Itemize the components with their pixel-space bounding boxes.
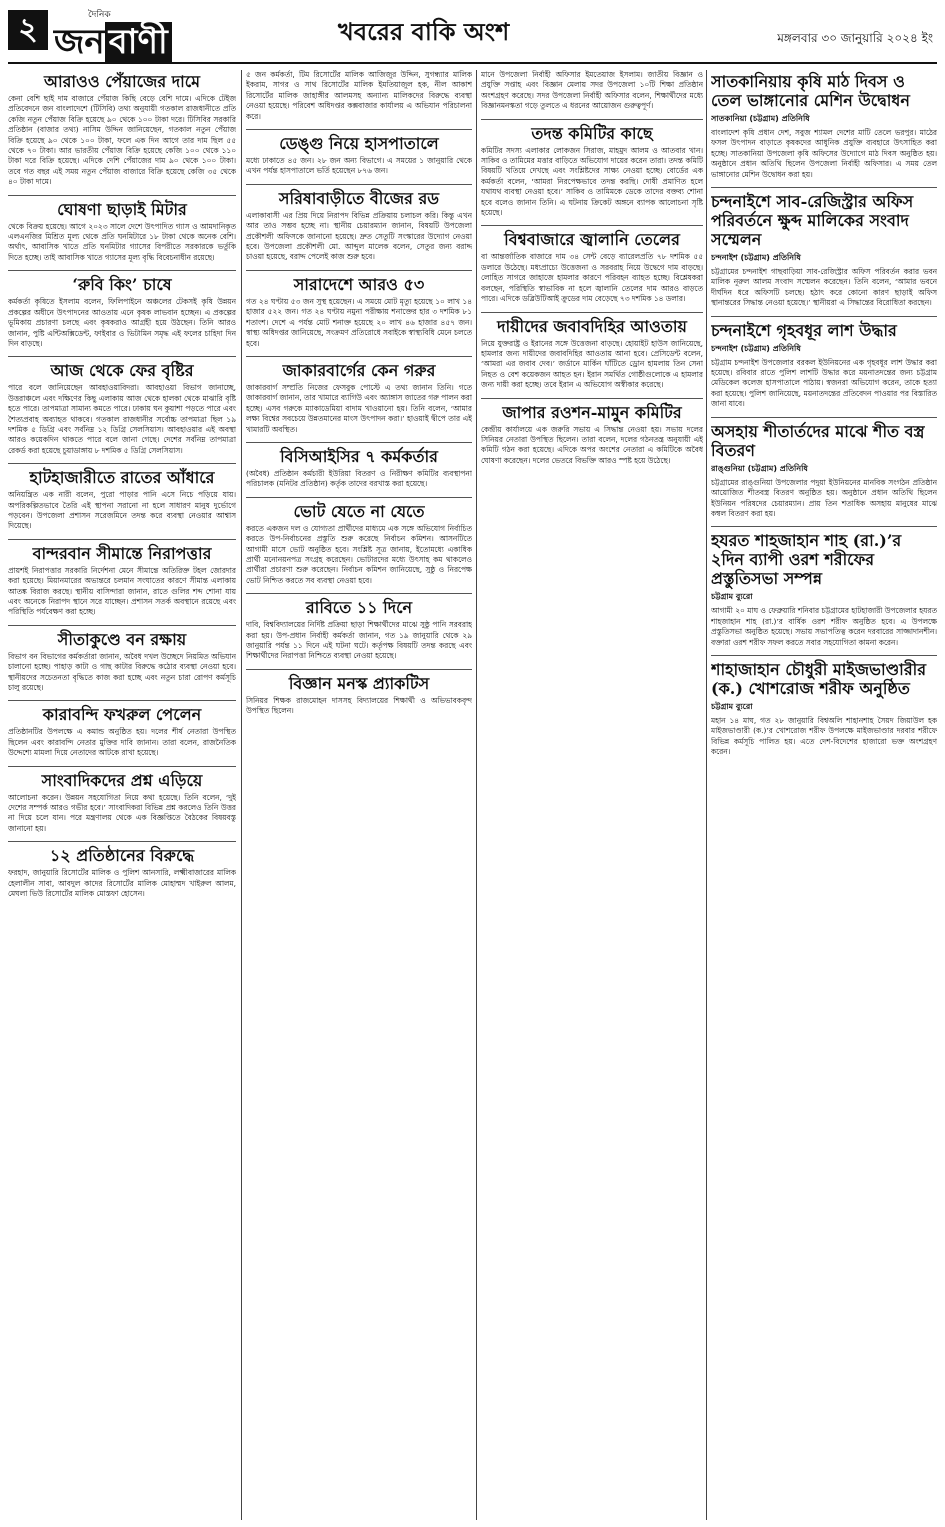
news-story <box>246 497 472 586</box>
story-headline: হাটহাজারীতে রাতের আঁধারে <box>8 463 236 487</box>
story-headline: জাপার রওশন-মামুন কমিটির <box>481 398 703 422</box>
story-headline: সীতাকুণ্ডে বন রক্ষায় <box>8 625 236 649</box>
story-headline: আরাওও পেঁয়াজের দামে <box>43 72 201 91</box>
story-body: জাকারবার্গ সম্প্রতি নিজের ফেসবুক পোস্টে এ তথ্য জানান তিনি। গতে জাকারবার্গ জানান, তার খামারে ব্যাগিউ এবং অ্যাঙ্গাস জাতের গরু পালন করা হচ্ছে। এসব গরুকে ম্যাকাডেমিয়া বাদাম খাওয়ানো হয়। তিনি বলেন, ‘আমার লক্ষ্য বিশ্বের সবচেয়ে উন্নতমানের মাংস উৎপাদন করা।’ হাওয়াই দ্বীপে তার এই খামারটি অবস্থিত। <box>246 382 472 434</box>
news-story <box>481 312 703 391</box>
story-headline: ডেঙ্গু নিয়ে হাসপাতালে <box>246 129 472 153</box>
issue-date: মঙ্গলবার ৩০ জানুয়ারি ২০২৪ ইং <box>777 31 933 45</box>
news-story <box>8 356 236 456</box>
story-headline: বিসিআইসির ৭ কর্মকর্তার <box>246 442 472 466</box>
story-headline: বান্দরবান সীমান্তে নিরাপত্তার <box>8 539 236 563</box>
story-body: গত ২৪ ঘণ্টায় ৫৩ জন সুস্থ হয়েছেন। এ সময়ে মোট মৃত্যু হয়েছে ১০ লাখ ১৪ হাজার ৫২২ জন। গত ২৪ ঘণ্টায় নমুনা পরীক্ষায় শনাক্তের হার ৩ দশমিক ৮১ শতাংশ। দেশে এ পর্যন্ত মোট শনাক্ত হয়েছে ২০ লাখ ৪৬ হাজার ৪৫৭ জন। স্বাস্থ্য অধিদপ্তর জানিয়েছে, সংক্রমণ প্রতিরোধে সবাইকে স্বাস্থ্যবিধি মেনে চলতে হবে। <box>246 296 472 348</box>
story-body: বাংলাদেশ কৃষি প্রধান দেশ, সবুজ শ্যামল দেশের মাটি তেলে ভরপুর। মাঠের ফসল উৎপাদন বাড়াতে কৃষকদের আধুনিক প্রযুক্তি ব্যবহারে উৎসাহিত করা হচ্ছে। সাতকানিয়া উপজেলা কৃষি অফিসের উদ্যোগে মাঠ দিবস অনুষ্ঠিত হয়। অনুষ্ঠানে প্রধান অতিথি ছিলেন উপজেলা নির্বাহী অফিসার। এ সময় তেল ভাঙ্গানোর মেশিন উদ্বোধন করা হয়। <box>711 128 937 179</box>
story-body: আলোচনা করেন। উন্নয়ন সহযোগিতা নিয়ে কথা হয়েছে। তিনি বলেন, ‘দুই দেশের সম্পর্ক আরও গভীর হবে।’ সাংবাদিকরা বিভিন্ন প্রশ্ন করলেও তিনি উত্তর না দিয়ে চলে যান। পরে মন্ত্রণালয় থেকে এক বিজ্ঞপ্তিতে বৈঠকের বিষয়বস্তু জানানো হয়। <box>8 792 236 833</box>
news-story <box>711 417 937 520</box>
story-body: বা আন্তর্জাতিক বাজারে দাম ৩৪ সেন্ট বেড়ে ব্যারেলপ্রতি ৭৮ দশমিক ৫৫ ডলারে উঠেছে। মধ্যপ্রাচ্যে উত্তেজনা ও সরবরাহ নিয়ে উদ্বেগে দাম বাড়ছে। লোহিত সাগরে জাহাজে হামলার কারণে পরিবহন ব্যাহত হচ্ছে। বিশ্লেষকরা বলছেন, পরিস্থিতি স্বাভাবিক না হলে জ্বালানি তেলের দাম আরও বাড়তে পারে। এদিকে ডব্লিউটিআই ক্রুডের দাম বেড়েছে ৭৩ দশমিক ১৪ ডলার। <box>481 252 703 304</box>
news-story <box>8 700 236 758</box>
story-body: ফরহাদ, জানুয়ারি রিসোর্টের মালিক ও পুলিশ আনসারি, লক্ষ্মীবাজারের মালিক হেলালীন সাবা, আবদুল কাদের রিসোর্টের মালিক মোহাম্মদ খাইরুল আলম, মেঘলা ভিউ রিসোর্টের মালিক মোস্তফা হোসেন। <box>8 868 236 899</box>
story-body: কর্মকর্তা কৃষিতে ইসলাম বলেন, ফিলিপাইনে অঞ্চলের টেকসই কৃষি উন্নয়ন প্রকল্পের অধীনে উৎপাদনের আওতায় এনে কৃষক লাভবান হচ্ছেন। এ প্রকল্পের ভূমিকায় প্রচারণা চলছে এবং কৃষকরাও আগ্রহী হয়ে উঠছেন। তিনি আরও জানান, পুষ্টি এন্টিঅক্সিডেন্ট, ফাইবার ও ভিটামিন সমৃদ্ধ এই ফলের চাহিদা দিন দিন বাড়ছে। <box>8 297 236 348</box>
news-story <box>711 72 937 180</box>
story-body: মহান ১৪ মাঘ, গত ২৮ জানুয়ারি বিশ্বঅলি শাহানশাহ সৈয়দ জিয়াউল হক মাইজভাণ্ডারী (ক.)’র খোশরোজ শরীফ উপলক্ষে মাইজভাণ্ডার দরবার শরীফে বিভিন্ন কর্মসূচি পালিত হয়। এতে দেশ-বিদেশের হাজারো ভক্ত অংশগ্রহণ করেন। <box>711 715 937 757</box>
news-story <box>246 70 472 122</box>
story-headline: শাহাজাহান চৌধুরী মাইজভাণ্ডারীর (ক.) খোশরোজ শরীফ অনুষ্ঠিত <box>711 655 937 698</box>
column-divider <box>706 70 707 1520</box>
logo-name-part-b: বাণী <box>105 22 172 62</box>
news-story <box>246 669 472 717</box>
story-body: পারে বলে জানিয়েছেন আবহাওয়াবিদরা। আবহাওয়া বিভাগ জানাচ্ছে, উত্তরাঞ্চলে এবং দক্ষিণের কিছু এলাকায় আজ থেকে হালকা থেকে মাঝারি বৃষ্টি হতে পারে। তাপমাত্রা সামান্য কমতে পারে। ঢাকায় ঘন কুয়াশা পড়তে পারে এবং শৈত্যপ্রবাহ অব্যাহত থাকবে। গতকাল রাজধানীর সর্বোচ্চ তাপমাত্রা ছিল ১৯ দশমিক ৫ ডিগ্রি এবং সর্বনিম্ন ১২ ডিগ্রি সেলসিয়াস। আবহাওয়ার এই অবস্থা আরও কয়েকদিন থাকতে পারে বলে জানা গেছে। দেশের সর্বনিম্ন তাপমাত্রা রেকর্ড করা হয়েছে চুয়াডাঙ্গায় ৮ দশমিক ৫ ডিগ্রি সেলসিয়াস। <box>8 383 236 455</box>
story-headline: ঘোষণা ছাড়াই মিটার <box>8 195 236 219</box>
column-3 <box>481 70 703 1520</box>
story-headline: দায়ীদের জবাবদিহির আওতায় <box>481 312 703 336</box>
story-headline: অসহায় শীতার্তদের মাঝে শীত বস্ত্র বিতরণ <box>711 417 937 460</box>
news-story <box>711 655 937 758</box>
story-dateline: চন্দনাইশ (চট্টগ্রাম) প্রতিনিধি <box>711 343 801 353</box>
story-body: চট্টগ্রাম চন্দনাইশ উপজেলার বরকল ইউনিয়নের এক গৃহবধূর লাশ উদ্ধার করা হয়েছে। রবিবার রাতে পুলিশ লাশটি উদ্ধার করে ময়নাতদন্তের জন্য চট্টগ্রাম মেডিকেল কলেজ হাসপাতালে পাঠায়। স্বজনরা অভিযোগ করেন, তাকে হত্যা করা হয়েছে। পুলিশ জানিয়েছে, ময়নাতদন্তের প্রতিবেদন পাওয়ার পর বিস্তারিত জানা যাবে। <box>711 357 937 409</box>
news-story <box>246 356 472 435</box>
news-story <box>246 129 472 177</box>
column-divider <box>241 70 242 1520</box>
story-body: প্রতিষ্ঠানটির উপলক্ষে এ কমান্ড অনুষ্ঠিত হয়। দলের শীর্ষ নেতারা উপস্থিত ছিলেন এবং কারাবন্দি নেতার মুক্তির দাবি জানান। তারা বলেন, রাজনৈতিক উদ্দেশ্যে মামলা দিয়ে নেতাদের আটকে রাখা হয়েছে। <box>8 727 236 758</box>
story-headline: হযরত শাহজাহান শাহ (রা.)’র ২দিন ব্যাপী ওরশ শরীফের প্রস্তুতিসভা সম্পন্ন <box>711 526 937 588</box>
news-story <box>8 195 236 264</box>
news-story <box>481 119 703 219</box>
story-body: অনিয়ন্ত্রিত এক নারী বলেন, পুরো পাড়ার পানি এসে নিচে পড়িয়ে যায়। অপরিকল্পিতভাবে তৈরি এই স্থাপনা সরানো না হলে সাধারণ মানুষ দুর্ভোগে পড়বেন। উপজেলা প্রশাসন সরেজমিনে তদন্ত করে ব্যবস্থা নেওয়ার আশ্বাস দিয়েছে। <box>8 490 236 531</box>
news-story <box>8 72 236 188</box>
news-story <box>8 463 236 532</box>
story-body: কমিটির সদস্য এলাকার লোকজন সিরাজ, মাহমুদ আলম ও আতবার খান। সাকিব ও তামিমের মত্তার বাড়িতে অভিযোগ দায়ের করেন তারা। তদন্ত কমিটি বিষয়টি খতিয়ে দেখছে এবং সংশ্লিষ্টদের সাক্ষ্য নেওয়া হচ্ছে। বোর্ডের এক কর্মকর্তা বলেন, ‘আমরা নিরপেক্ষভাবে তদন্ত করছি। দোষী প্রমাণিত হলে যথাযথ ব্যবস্থা নেওয়া হবে।’ সাকিব ও তামিমকে ডেকে তাদের বক্তব্য শোনা হবে বলেও জানান তিনি। এ ঘটনায় ক্রিকেট অঙ্গনে ব্যাপক আলোচনা সৃষ্টি হয়েছে। <box>481 145 703 218</box>
story-body: নিয়ে যুক্তরাষ্ট্র ও ইরানের সঙ্গে উত্তেজনা বাড়ছে। হোয়াইট হাউস জানিয়েছে, হামলার জন্য দায়ীদের জবাবদিহির আওতায় আনা হবে। প্রেসিডেন্ট বলেন, ‘আমরা এর জবাব দেব।’ জর্ডানে মার্কিন ঘাঁটিতে ড্রোন হামলায় তিন সেনা নিহত ও বেশ কয়েকজন আহত হন। ইরান সমর্থিত গোষ্ঠীগুলোকে এ হামলার জন্য দায়ী করা হচ্ছে। তবে ইরান এ অভিযোগ অস্বীকার করেছে। <box>481 338 703 390</box>
logo-daily-label: দৈনিক <box>88 10 111 20</box>
logo-name <box>54 16 172 73</box>
story-body: চট্টগ্রামের রাঙ্গুনিয়া উপজেলার পদুয়া ইউনিয়নের মানবিক সংগঠন প্রতিষ্ঠান আয়োজিত শীতবস্ত্র বিতরণ অনুষ্ঠিত হয়। অনুষ্ঠানে প্রধান অতিথি ছিলেন ইউনিয়ন পরিষদের চেয়ারম্যান। প্রায় তিন শতাধিক অসহায় মানুষের মাঝে কম্বল বিতরণ করা হয়। <box>711 477 937 518</box>
section-title: খবরের বাকি অংশ <box>338 17 510 46</box>
story-body: করতে একজন দল ও যোগ্যতা প্রার্থীদের মাধ্যমে এক সঙ্গে অভিযোগ নির্বাচিত করতে উপ-নির্বাচনের প্রস্তুতি শুরু করেছে নির্বাচন কমিশন। আসনটিতে আগামী মাসে ভোট অনুষ্ঠিত হবে। সংশ্লিষ্ট সূত্র জানায়, ইতোমধ্যে একাধিক প্রার্থী মনোনয়নপত্র সংগ্রহ করেছেন। ভোটারদের মধ্যে উৎসাহ কম থাকলেও প্রার্থীরা প্রচারণা শুরু করেছেন। নির্বাচন কমিশন জানিয়েছে, সুষ্ঠু ও নিরপেক্ষ ভোট নিশ্চিত করতে সব ব্যবস্থা নেওয়া হবে। <box>246 523 472 585</box>
news-story <box>246 270 472 349</box>
story-headline: জাকারবার্গের কেন গরুর <box>246 356 472 380</box>
masthead <box>8 8 937 60</box>
story-body: দাবি, বিশ্ববিদ্যালয়ের নির্দিষ্ট প্রক্রিয়া ছাড়া শিক্ষার্থীদের মাঝে সুষ্ঠু পানি সরবরাহ করা হয়। উপ-প্রধান নির্বাহী কর্মকর্তা জানান, গত ১৯ জানুয়ারি থেকে ২৯ জানুয়ারি পর্যন্ত ১১ দিনে এই ঘটনা ঘটে। কর্তৃপক্ষ বিষয়টি তদন্ত করছে এবং শিক্ষার্থীদের নিরাপত্তা নিশ্চিতে ব্যবস্থা নেওয়া হয়েছে। <box>246 620 472 661</box>
story-dateline: চট্টগ্রাম ব্যুরো <box>711 592 753 602</box>
news-story <box>246 442 472 490</box>
news-story <box>8 625 236 694</box>
story-body: (অবৈধ) প্রতিষ্ঠান কর্মচারী ইউরিয়া বিতরণ ও নিরীক্ষণ কমিটির ব্যবস্থাপনা পরিচালক (মনিটর প্রতিষ্ঠান) কর্তৃক তাদের বরখাস্ত করা হয়েছে। <box>246 468 472 489</box>
story-body: চট্টগ্রামের চন্দনাইশ গাছবাড়িয়া সাব-রেজিস্ট্রার অফিস পরিবর্তন করার ভবন মালিক নূরুল আলম সংবাদ সম্মেলন করেছেন। তিনি বলেন, ‘আমার ভবনে দীর্ঘদিন ধরে অফিসটি চলছে। হঠাৎ করে কোনো কারণ ছাড়াই অফিস স্থানান্তরের সিদ্ধান্ত নেওয়া হয়েছে।’ স্থানীয়রা এ সিদ্ধান্তের বিরোধিতা করছেন। <box>711 267 937 308</box>
story-body: ৫ জন কর্মকর্তা, টিম রিসোর্টের মালিক আজিজুর উদ্দিন, সুগন্ধ্যার মালিক ইকরাম, সাগর ও সাথ রিসোর্টের মালিক ইমতিয়াজুল হক, নীল আকাশ রিসোর্টের মালিক জাহাঙ্গীর আলমসহ অন্যান্য মালিকদের বিরুদ্ধে ব্যবস্থা নেওয়া হয়েছে। পরিবেশ অধিদপ্তর কক্সবাজার কার্যালয় এ অভিযান পরিচালনা করে। <box>246 70 472 121</box>
story-body: বিভাগ বন বিভাগের কর্মকর্তারা জানান, অবৈধ দখল উচ্ছেদে নিয়মিত অভিযান চালানো হচ্ছে। পাহাড় কাটা ও গাছ কাটার বিরুদ্ধে কঠোর ব্যবস্থা নেওয়া হবে। স্থানীয়দের সচেতনতা বৃদ্ধিতে কাজ করা হচ্ছে এবং নতুন চারা রোপণ কর্মসূচি চালু রয়েছে। <box>8 651 236 693</box>
story-headline: ‘রুবি কিং’ চাষে <box>8 270 236 294</box>
story-headline: চন্দনাইশে সাব-রেজিস্ট্রার অফিস পরিবর্তনে ক্ষুব্দ মালিকের সংবাদ সম্মেলন <box>711 187 937 249</box>
news-story <box>8 270 236 349</box>
page-number: ২ <box>8 10 48 50</box>
story-dateline: সাতকানিয়া (চট্টগ্রাম) প্রতিনিধি <box>711 114 810 123</box>
story-headline: সাতকানিয়ায় কৃষি মাঠ দিবস ও তেল ভাঙ্গানোর মেশিন উদ্বোধন <box>711 72 910 110</box>
column-4 <box>711 70 937 1520</box>
logo-name-part-a: জন <box>54 22 105 62</box>
story-headline: আজ থেকে ফের বৃষ্টির <box>8 356 236 380</box>
column-divider <box>476 70 477 1520</box>
story-headline: কারাবন্দি ফখরুল পেলেন <box>8 700 236 724</box>
story-body: থেকে বিক্রয় হয়েছে। আগে ২০২৩ সালে দেশে উৎপাদিত গ্যাস ও আমদানিকৃত এলএনজির মিশ্রিত মূল্য থেকে প্রতি ঘনমিটারে ১৮ টাকা থেকে অনেক বেশি। অর্থাৎ, আবাসিক খাতে প্রতি ঘনমিটার গ্যাসের বিপরীতে সরকারকে ভর্তুকি দিতে হচ্ছে। তাই আবাসিক খাতে গ্যাসের মূল্য বৃদ্ধি বিবেচনাধীন রয়েছে। <box>8 221 236 262</box>
news-story <box>8 766 236 835</box>
story-headline: রাবিতে ১১ দিনে <box>246 593 472 617</box>
news-story <box>711 187 937 309</box>
story-dateline: চন্দনাইশ (চট্টগ্রাম) প্রতিনিধি <box>711 253 801 263</box>
story-dateline: চট্টগ্রাম ব্যুরো <box>711 701 753 711</box>
news-story <box>481 398 703 467</box>
news-story <box>8 539 236 618</box>
story-body: সিনিয়র শিক্ষক রাজমোহন দাসসহ বিদ্যালয়ের শিক্ষার্থী ও অভিভাবকবৃন্দ উপস্থিত ছিলেন। <box>246 695 472 716</box>
story-body: মধ্যে ঢাকাতে ৪৫ জন। ২৮ জন অন্য বিভাগে। এ সময়ের ১ জানুয়ারি থেকে এখন পর্যন্ত হাসপাতালে ভর্তি হয়েছেন ৮৭৬ জন। <box>246 156 472 176</box>
story-headline: সারাদেশে আরও ৫৩ <box>246 270 472 294</box>
news-story <box>8 841 236 899</box>
story-body: কেন্দ্রীয় কার্যালয়ে এক জরুরি সভায় এ সিদ্ধান্ত নেওয়া হয়। সভায় দলের সিনিয়র নেতারা উপস্থিত ছিলেন। তারা বলেন, দলের গঠনতন্ত্র অনুযায়ী এই কমিটি গঠন করা হয়েছে। এদিকে অপর অংশের নেতারা এ কমিটিকে অবৈধ ঘোষণা করেছেন। দলের ভেতরে বিভক্তি আরও স্পষ্ট হয়ে উঠেছে। <box>481 424 703 465</box>
story-headline: বিশ্ববাজারে জ্বালানি তেলের <box>481 225 703 249</box>
story-headline: তদন্ত কমিটির কাছে <box>481 119 703 143</box>
story-body: মানে উপজেলা নির্বাহী অফিসার ইমতেয়াজ ইসলাম। জাতীয় বিজ্ঞান ও প্রযুক্তি সপ্তাহ এবং বিজ্ঞান মেলায় সদর উপজেলা ১০টি শিক্ষা প্রতিষ্ঠান অংশগ্রহণ করেছে। সদর উপজেলা নির্বাহী অফিসার বলেন, শিক্ষার্থীদের মধ্যে বিজ্ঞানমনস্কতা গড়ে তুলতে এ ধরনের আয়োজন গুরুত্বপূর্ণ। <box>481 70 703 111</box>
news-story <box>481 225 703 304</box>
news-story <box>246 184 472 263</box>
story-headline: ১২ প্রতিষ্ঠানের বিরুদ্ধে <box>8 841 236 865</box>
story-body: প্রায়শই নিরাপত্তার সরকারি নির্দেশনা মেনে সীমান্তে অতিরিক্ত টহল জোরদার করা হয়েছে। মিয়ানমারের অভ্যন্তরে চলমান সংঘাতের কারণে সীমান্ত এলাকায় আতঙ্ক বিরাজ করছে। স্থানীয় বাসিন্দারা জানান, রাতে গুলির শব্দ শোনা যায় এবং অনেকে নিরাপদ স্থানে সরে যাচ্ছেন। প্রশাসন সতর্ক অবস্থানে রয়েছে এবং পরিস্থিতি পর্যবেক্ষণ করা হচ্ছে। <box>8 565 236 617</box>
story-body: আগামী ২০ মাঘ ও ফেব্রুয়ারি শনিবার চট্টগ্রামের হাটহাজারী উপজেলার হযরত শাহজাহান শাহ (রা.)’র বার্ষিক ওরশ শরীফ অনুষ্ঠিত হবে। এ উপলক্ষে প্রস্তুতিসভা অনুষ্ঠিত হয়েছে। সভায় সভাপতিত্ব করেন দরবারের সাজ্জাদানশীন। বক্তারা ওরশ শরীফ সফল করতে সবার সহযোগিতা কামনা করেন। <box>711 606 937 647</box>
story-headline: বিজ্ঞান মনস্ক প্র্যাকটিস <box>246 669 472 693</box>
story-dateline: রাঙ্গুনিয়া (চট্টগ্রাম) প্রতিনিধি <box>711 463 808 473</box>
news-story <box>246 593 472 662</box>
story-body: কেনা বেশি ছাই দাম বাজারে পেঁয়াজ কিছি বেড়ে বেশি দামে। এদিকে টেইজ প্রতিবেদনে জন বাংলাদেশে (টিসিবি) তথ্য অনুযায়ী গতকাল রাজধানীতে প্রতি কেজি নতুন পেঁয়াজ বিক্রি হয়েছে ৯০ থেকে ১০০ টাকা দরে। টিসিবির সরকারি প্রতিষ্ঠান (বাজার তথ্য) নাসিম উদ্দিন জানিয়েছেন, গতকাল নতুন পেঁয়াজ বিক্রি হয়েছে ৯০ থেকে ১০০ টাকা, ফলে এক দিন আগে তার দাম ছিল ৫৫ থেকে ৭০ টাকা। আর ভারতীয় পেঁয়াজ বিক্রি হয়েছে কেজি ১০০ থেকে ১১০ টাকা দরে বিক্রি হয়েছে। এদিকে দেশি পেঁয়াজের দাম ৯০ থেকে ১০০ টাকা। তবে গত বছর এই সময় নতুন পেঁয়াজ বাজারে বিক্রি হয়েছে কেজি ৩৫ থেকে ৪০ টাকা দামে। <box>8 94 236 187</box>
story-headline: সাংবাদিকদের প্রশ্ন এড়িয়ে <box>8 766 236 790</box>
news-story <box>711 526 937 648</box>
story-body: এলাকাবাসী এর প্রিয় দিয়ে নিরাপদ বিভিন্ন প্রক্রিয়ায় চলাচল করি। কিন্তু এখন আর তাও সম্ভব হচ্ছে না। স্থানীয় চেয়ারম্যান জানান, বিষয়টি উপজেলা প্রকৌশলী অফিসকে জানানো হয়েছে। দ্রুত সেতুটি সংস্কারের উদ্যোগ নেওয়া হবে। উপজেলা প্রকৌশলী মো. আব্দুল মালেক বলেন, সেতুর জন্য বরাদ্দ চাওয়া হয়েছে, বরাদ্দ পেলেই কাজ শুরু হবে। <box>246 210 472 262</box>
masthead-rule <box>8 62 937 64</box>
news-story <box>481 70 703 112</box>
column-1 <box>8 70 236 1520</box>
column-2 <box>246 70 472 1520</box>
story-headline: সরিষাবাড়ীতে বীজের রড <box>246 184 472 208</box>
news-story <box>711 316 937 410</box>
story-headline: ভোট যেতে না যেতে <box>246 497 472 521</box>
story-headline: চন্দনাইশে গৃহবধূর লাশ উদ্ধার <box>711 316 937 340</box>
